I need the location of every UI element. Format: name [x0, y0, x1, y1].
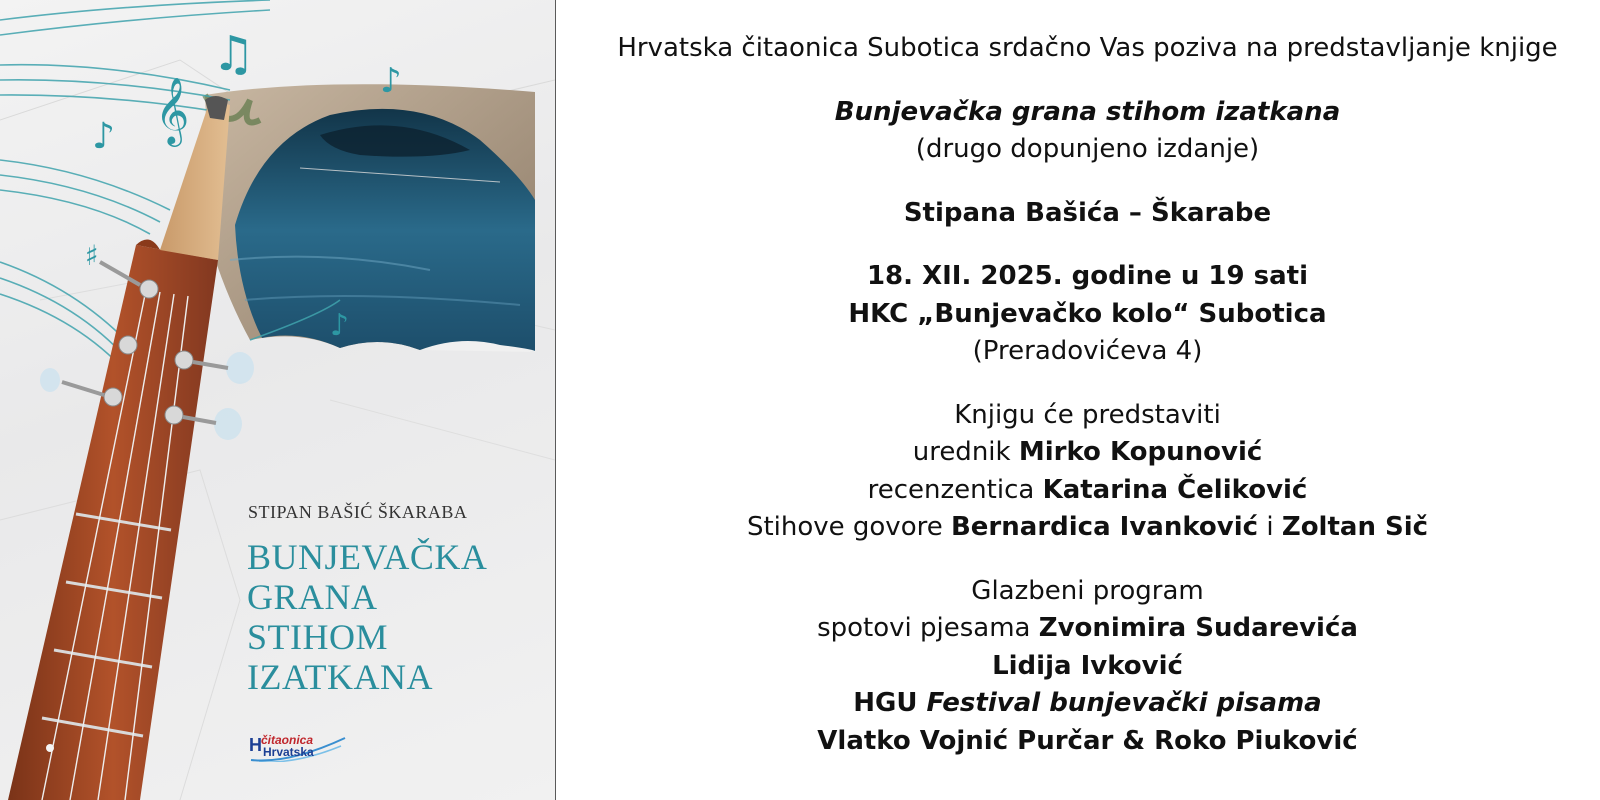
svg-text:♫: ♫ — [212, 26, 256, 82]
music-songs: spotovi pjesama Zvonimira Sudarevića — [817, 613, 1358, 643]
edition-note: (drugo dopunjeno izdanje) — [915, 134, 1260, 164]
divider — [555, 0, 556, 800]
cover-title-line: STIHOM — [247, 617, 389, 657]
music-heading: Glazbeni program — [971, 575, 1204, 606]
music-festival: HGU Festival bunjevački pisama — [853, 688, 1322, 718]
invitation-text — [590, 0, 1585, 760]
reciters: Stihove govore Bernardica Ivanković i Zoltan Sič — [746, 512, 1429, 542]
cover-title-line: BUNJEVAČKA — [247, 537, 488, 577]
event-date-time: 18. XII. 2025. godine u 19 sati — [866, 261, 1309, 291]
cover-title-line: IZATKANA — [247, 657, 433, 697]
svg-text:♪: ♪ — [330, 308, 350, 343]
book-title: Bunjevačka grana stihom izatkana — [834, 96, 1341, 127]
cave-photo — [205, 84, 536, 352]
music-performers-final: Vlatko Vojnić Purčar & Roko Piuković — [817, 725, 1358, 756]
presenters-heading: Knjigu će predstaviti — [954, 399, 1221, 430]
svg-text:♪: ♪ — [380, 61, 402, 101]
music-performer: Lidija Ivković — [992, 650, 1183, 681]
svg-text:♪: ♪ — [92, 116, 115, 157]
publisher-logo-text: čitaonica — [261, 733, 314, 747]
cover-title-line: GRANA — [247, 577, 378, 617]
svg-text:𝄞: 𝄞 — [155, 76, 190, 144]
publisher-logo: H čitaonica Hrvatska — [249, 734, 347, 762]
invitation-intro: Hrvatska čitaonica Subotica srdačno Vas poziva na predstavljanje knjige — [617, 33, 1558, 63]
cover-title — [247, 537, 487, 697]
cover-author: STIPAN BAŠIĆ ŠKARABA — [248, 502, 468, 522]
event-address: (Preradovićeva 4) — [972, 336, 1203, 366]
guitar-neck — [8, 96, 254, 800]
svg-text:♯: ♯ — [85, 239, 99, 272]
book-author: Stipana Bašića – Škarabe — [903, 197, 1272, 228]
presenter-editor: urednik Mirko Kopunović — [912, 437, 1263, 467]
presenter-reviewer: recenzentica Katarina Čeliković — [867, 474, 1308, 505]
book-cover — [0, 0, 555, 800]
publisher-logo-text: Hrvatska — [263, 745, 314, 759]
event-venue: HKC „Bunjevačko kolo“ Subotica — [848, 298, 1327, 329]
